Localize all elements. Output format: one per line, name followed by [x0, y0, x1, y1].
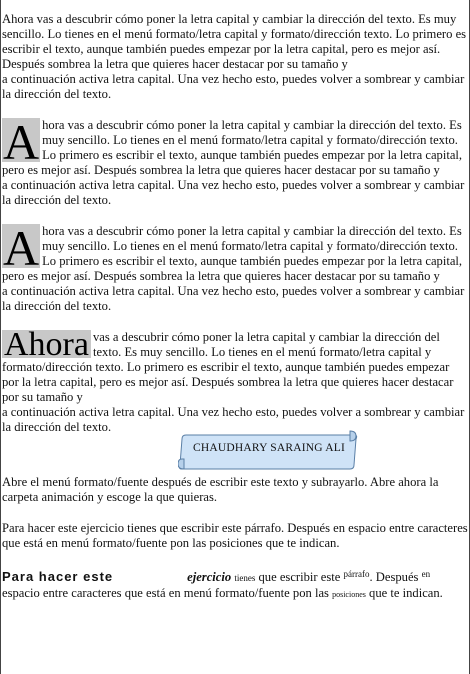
paragraph-text-continued: a continuación activa letra capital. Una vez hecho esto, puedes volver a sombrear y cambiar la dirección del texto. — [2, 178, 465, 207]
expanded-text: Para hacer este — [2, 569, 114, 584]
paragraph-text: Ahora vas a descubrir cómo poner la letra capital y cambiar la dirección del texto. Es muy sencillo. Lo tienes en el menú formato/letra capital y formato/dirección texto. Lo primero es escribir el texto, aunque también puedes empezar por la letra capital, pero es mejor así. Después sombrea la letra que quieres hacer destacar por su tamaño y — [2, 12, 467, 71]
page-left-edge — [0, 0, 1, 674]
paragraph-text: vas a descubrir cómo poner la letra capital y cambiar la dirección del texto. Es muy sencillo. Lo tienes en el menú formato/letra capital y formato/dirección texto. Lo primero es escribir el texto, aunque también puedes empezar por la letra capital, pero es mejor así. Después sombrea la letra que quieres hacer destacar por su tamaño y — [2, 330, 454, 404]
paragraph-text: hora vas a descubrir cómo poner la letra capital y cambiar la dirección del texto. Es muy sencillo. Lo tienes en el menú formato/letra capital y formato/dirección texto. Lo primero es escribir el texto, aunque también puedes empezar por la letra capital, pero es mejor así. Después sombrea la letra que quieres hacer destacar por su tamaño y — [2, 118, 463, 177]
drop-cap-letter: A — [3, 114, 40, 170]
condensed-text-small: tienes — [234, 573, 256, 583]
paragraph-text: Para hacer este ejercicio tienes que escribir este párrafo. Después en espacio entre caracteres que está en menú formato/fuente pon las posiciones que te indican. — [2, 521, 468, 550]
paragraph-text-continued: a continuación activa letra capital. Una vez hecho esto, puedes volver a sombrear y cambiar la dirección del texto. — [2, 405, 465, 434]
paragraph-text: hora vas a descubrir cómo poner la letra capital y cambiar la dirección del texto. Es muy sencillo. Lo tienes en el menú formato/letra capital y formato/dirección texto. Lo primero es escribir el texto, aunque también puedes empezar por la letra capital, pero es mejor así. Después sombrea la letra que quieres hacer destacar por su tamaño y — [2, 224, 463, 283]
paragraph-spacing-demo — [2, 567, 468, 602]
raised-text: párrafo — [343, 569, 370, 579]
paragraph-plain — [2, 12, 468, 102]
paragraph-text-continued: a continuación activa letra capital. Una vez hecho esto, puedes volver a sombrear y cambiar la dirección del texto. — [2, 284, 465, 313]
condensed-text: ejercicio — [187, 570, 232, 584]
raised-text: en — [421, 569, 431, 579]
text-run: que te indican. — [369, 586, 443, 600]
lowered-text: posiciones — [332, 590, 366, 599]
paragraph-text-continued: a continuación activa letra capital. Una vez hecho esto, puedes volver a sombrear y cambiar la dirección del texto. — [2, 72, 465, 101]
paragraph-text: Abre el menú formato/fuente después de escribir este texto y subrayarlo. Abre ahora la carpeta animación y escoge la que quieras. — [2, 475, 439, 504]
paragraph-dropcap-word — [2, 326, 468, 435]
text-run: espacio entre caracteres que está en menú formato/fuente pon las — [2, 586, 329, 600]
text-run: que escribir este — [258, 570, 341, 584]
paragraph-text — [2, 567, 468, 602]
paragraph-dropcap-2 — [2, 220, 468, 314]
scroll-banner[interactable] — [178, 429, 358, 471]
text-run: . Después — [369, 570, 419, 584]
paragraph-plain — [2, 475, 468, 505]
paragraph-plain — [2, 521, 468, 551]
drop-cap-word: Ahora — [4, 326, 89, 363]
paragraph-dropcap-1 — [2, 114, 468, 208]
scroll-banner-label: CHAUDHARY SARAING ALI — [192, 442, 345, 454]
scroll-banner-row — [2, 429, 468, 473]
document-body — [2, 12, 468, 602]
drop-cap-letter: A — [3, 220, 40, 276]
